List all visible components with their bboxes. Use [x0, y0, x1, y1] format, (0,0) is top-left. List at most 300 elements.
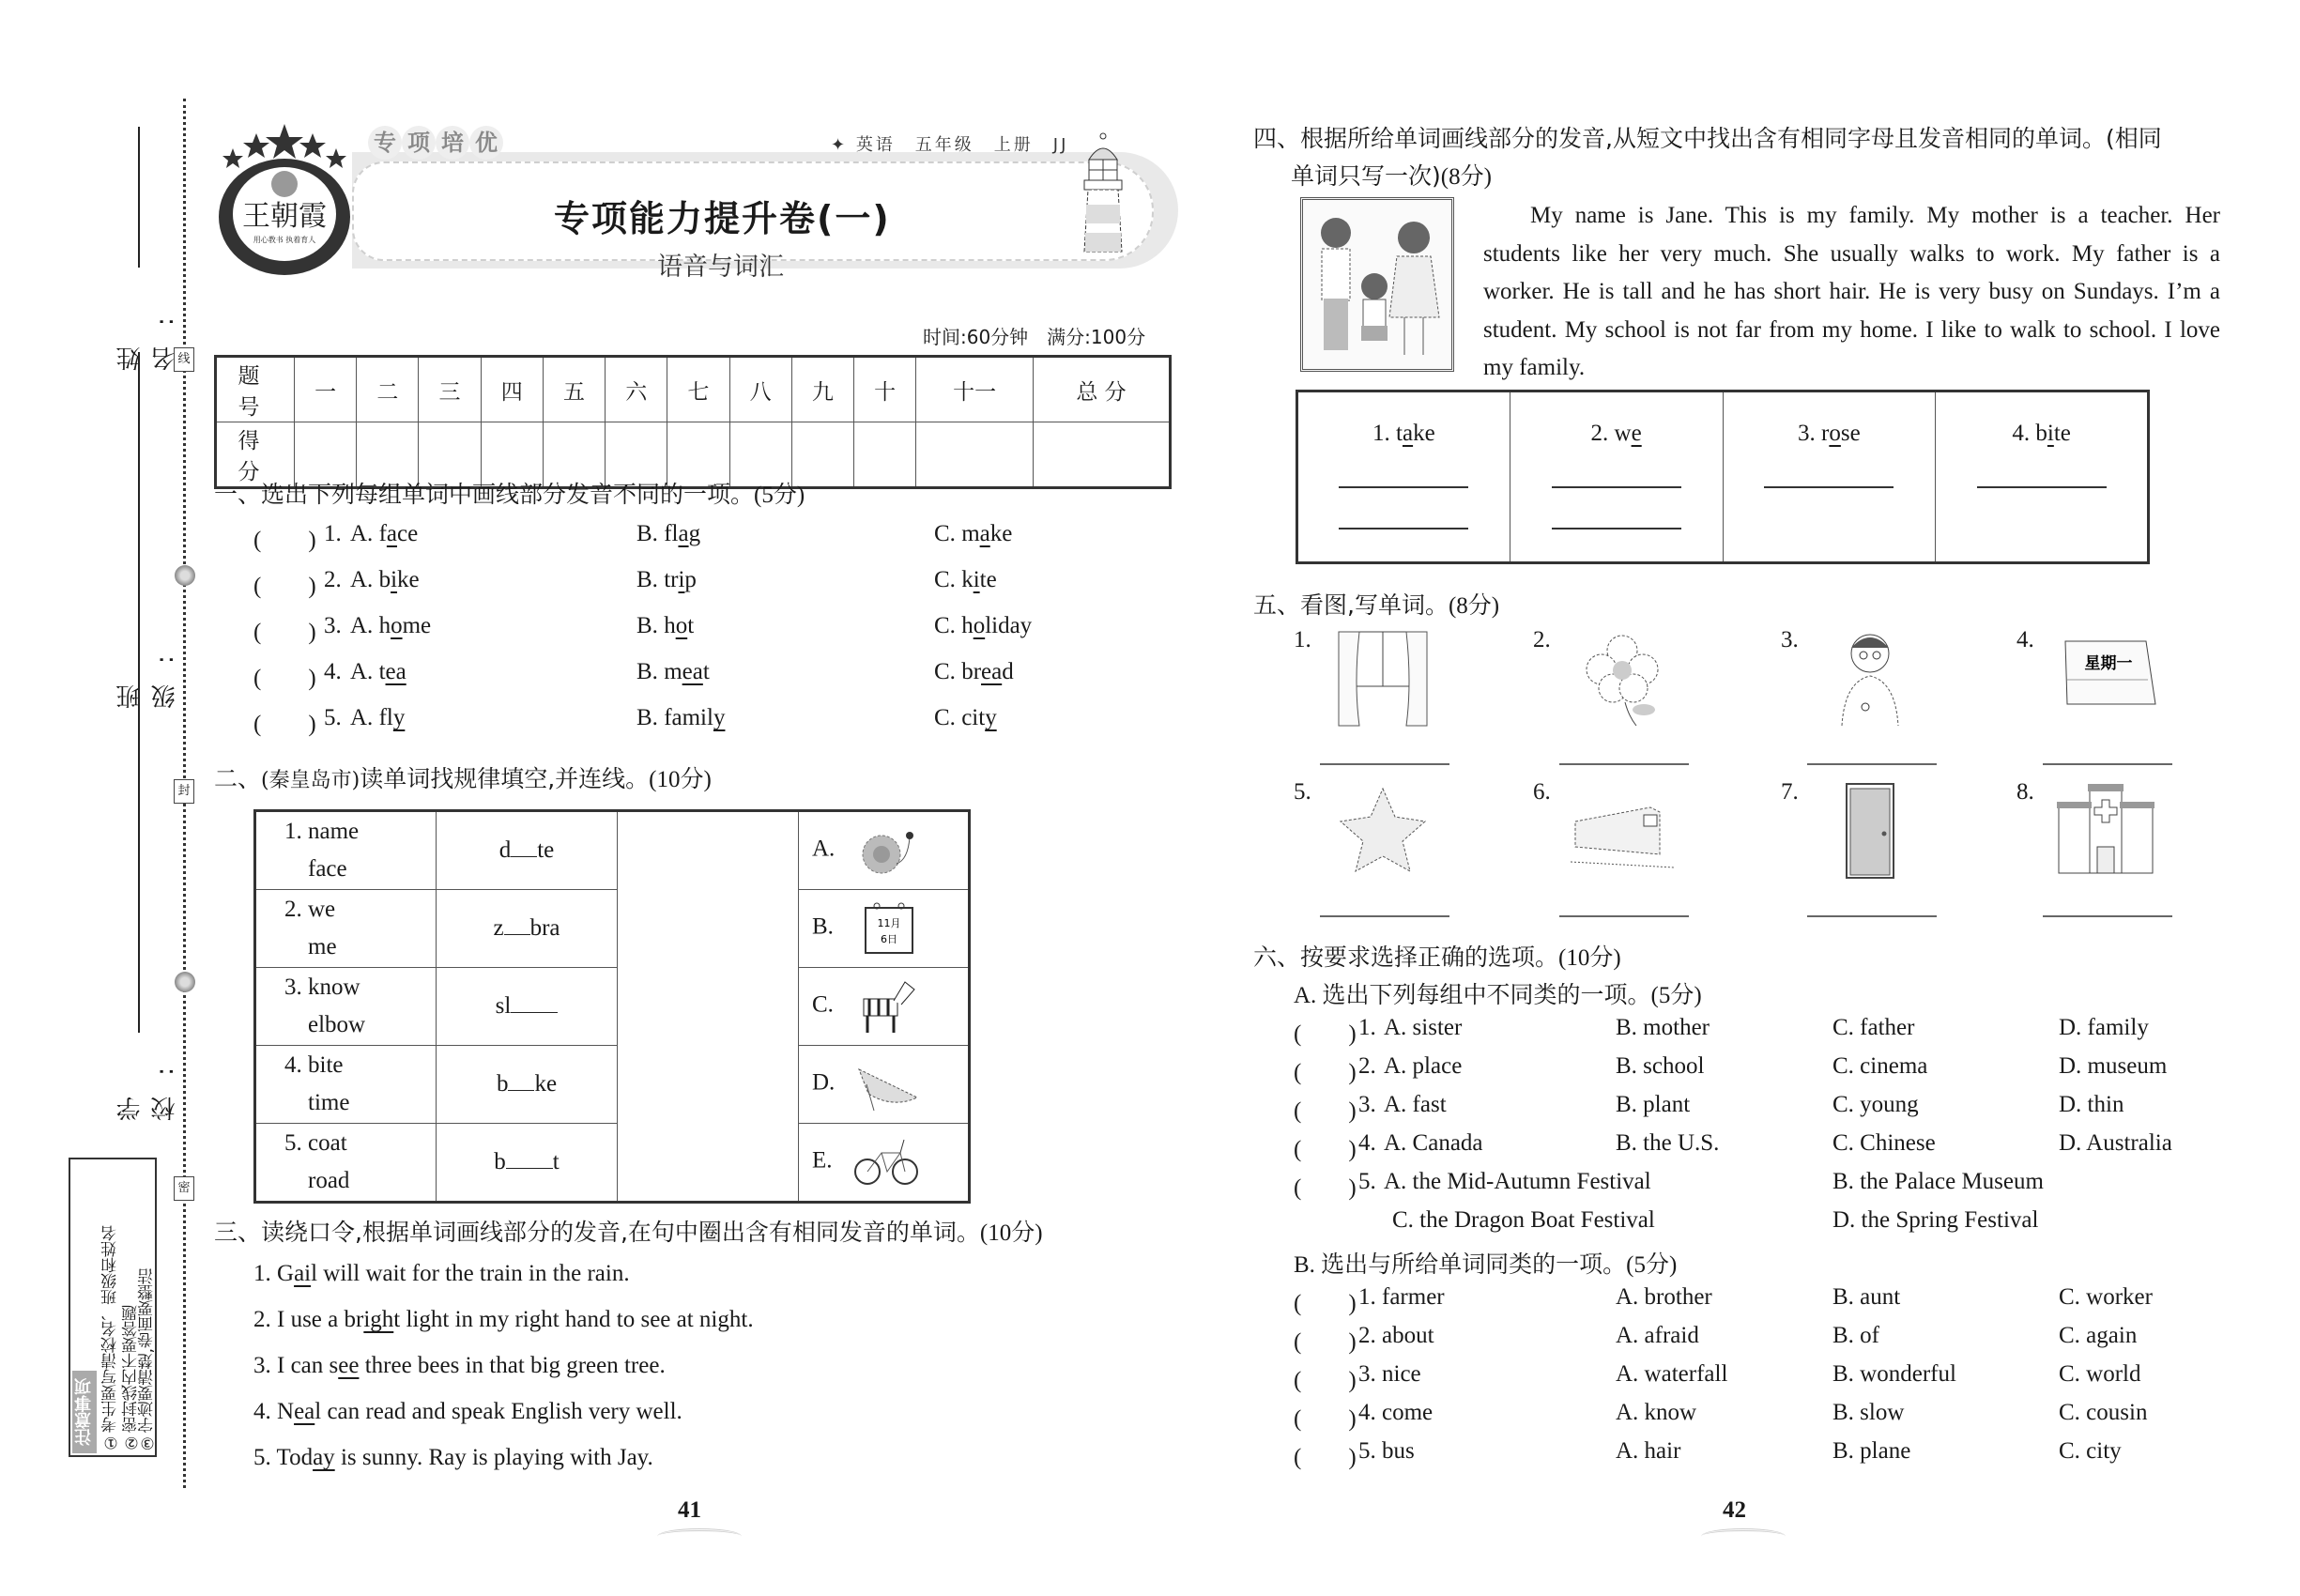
fill-blank[interactable]: [506, 1167, 553, 1169]
option-word-part: famil: [664, 705, 713, 730]
score-row-label: 得 分: [216, 422, 295, 488]
answer-paren[interactable]: ( ): [1294, 1021, 1357, 1047]
answer-paren[interactable]: ( ): [253, 712, 316, 737]
word-pair-cell: [255, 968, 437, 1046]
underlined-letters: ea: [385, 659, 406, 684]
hospital-icon: [2054, 779, 2157, 882]
item-number: 3.: [1781, 627, 1799, 652]
score-col-header: 五: [543, 357, 605, 422]
page-number-left: 41: [678, 1497, 701, 1523]
answer-line[interactable]: [1977, 473, 2107, 488]
underlined-letters: y: [713, 705, 726, 730]
underlined-letters: igh: [363, 1307, 394, 1332]
word: time: [308, 1090, 350, 1115]
word-pair-cell: [255, 811, 437, 890]
match-row: [255, 890, 970, 968]
item-number: 7.: [1781, 779, 1799, 805]
score-col-header: 九: [791, 357, 853, 422]
fill-blank[interactable]: [504, 933, 530, 935]
picture-cell: [799, 890, 970, 968]
class-label: 班级:: [116, 635, 179, 709]
picture-label: E.: [812, 1147, 833, 1174]
sentence-part: l will wait for the train in the rain.: [311, 1261, 630, 1286]
class-input-line[interactable]: [138, 352, 140, 606]
option: [934, 659, 1014, 685]
doctor-icon: [1818, 627, 1922, 730]
given-word: [1358, 1400, 1433, 1426]
picture-cell: [799, 1046, 970, 1124]
calendar-monday-icon: [2054, 627, 2157, 730]
score-col-header: 三: [419, 357, 481, 422]
pattern-prefix: b: [496, 1071, 509, 1097]
word: come: [1382, 1400, 1434, 1425]
option: B. the Palace Museum: [1832, 1169, 2044, 1194]
answer-line[interactable]: [1807, 915, 1937, 917]
answer-line[interactable]: [1807, 763, 1937, 765]
school-input-line[interactable]: [138, 582, 140, 1033]
option: B. the U.S.: [1616, 1130, 1720, 1156]
score-table-header-row: [216, 357, 1171, 422]
option-letter: B.: [636, 705, 665, 730]
answer-line[interactable]: [1552, 473, 1681, 488]
option-word-part: tr: [664, 567, 679, 592]
option: C. father: [1832, 1015, 1915, 1040]
score-col-header: 总 分: [1033, 357, 1170, 422]
score-col-header: 二: [357, 357, 419, 422]
pattern-cell[interactable]: [437, 811, 618, 890]
question-number: 4.: [1358, 1130, 1376, 1156]
section6-partB-title: B. 选出与所给单词同类的一项。(5分): [1294, 1252, 1678, 1278]
word: bus: [1382, 1438, 1415, 1464]
option-letter: C.: [934, 613, 962, 638]
option-word-part: br: [961, 659, 982, 684]
option: A. know: [1616, 1400, 1697, 1425]
section4-title-line1: 四、根据所给单词画线部分的发音,从短文中找出含有相同字母且发音相同的单词。(相同: [1253, 125, 2162, 152]
option: [934, 705, 997, 731]
option-word-part: b: [378, 567, 391, 592]
given-word: [1937, 421, 2146, 447]
option: D. the Spring Festival: [1832, 1207, 2039, 1233]
snail-icon: [855, 822, 921, 879]
option: B. aunt: [1832, 1284, 1901, 1310]
picture-cell: [799, 811, 970, 890]
underlined-letters: i: [973, 567, 980, 592]
option: [350, 613, 431, 639]
option: [636, 521, 700, 547]
given-word: [1358, 1284, 1445, 1311]
picture-label: A.: [812, 836, 836, 862]
section4-answer-table: [1296, 390, 2150, 564]
option-word-part: fl: [664, 521, 679, 546]
score-col-header: 一: [295, 357, 357, 422]
answer-cell: [1297, 391, 1510, 563]
option: C. again: [2059, 1323, 2138, 1348]
seal-emblem-icon: [175, 565, 195, 586]
option: A. brother: [1616, 1284, 1712, 1310]
section2-match-table: [253, 809, 971, 1204]
option-word-part: h: [378, 613, 391, 638]
given-word: [1358, 1438, 1415, 1465]
option: A. fast: [1384, 1092, 1447, 1117]
score-col-header: 六: [606, 357, 667, 422]
answer-line[interactable]: [1559, 763, 1689, 765]
fill-blank[interactable]: [508, 1089, 534, 1091]
picture-label: D.: [812, 1069, 836, 1096]
option: B. school: [1616, 1053, 1705, 1079]
option: [636, 567, 697, 593]
word-part: ke: [1413, 421, 1435, 446]
sentence-part: 3. I can s: [253, 1353, 339, 1378]
pattern-prefix: d: [498, 837, 512, 863]
option-word-part: t: [378, 659, 386, 684]
page-number-right: 42: [1723, 1497, 1746, 1523]
family-picture-icon: [1300, 197, 1454, 372]
given-word: [1511, 421, 1722, 447]
option-word-part: te: [979, 567, 997, 592]
option-word-part: d: [1002, 659, 1014, 684]
option-letter: B.: [636, 567, 665, 592]
word: face: [308, 856, 347, 882]
underlined-letters: a: [386, 521, 397, 546]
option: [636, 705, 725, 731]
underlined-letters: e: [1631, 421, 1642, 446]
underlined-letters: i: [2047, 421, 2054, 446]
option-word-part: ke: [989, 521, 1013, 546]
underlined-letters: o: [675, 613, 688, 638]
answer-paren[interactable]: ( ): [1294, 1368, 1357, 1393]
connection-area[interactable]: [618, 811, 799, 1203]
pattern-cell[interactable]: [437, 1124, 618, 1203]
underlined-letters: ea: [682, 659, 703, 684]
answer-paren[interactable]: ( ): [1294, 1406, 1357, 1432]
passage-text: My name is Jane. This is my family. My mother is a teacher. Her students like her very much. She usually walks to work. My father is a worker. He is tall and he has short hair. He is very busy on Sundays. I’m a student. My school is not far from my home. I like to walk to school. I love my family.: [1483, 203, 2220, 380]
option: A. place: [1384, 1053, 1463, 1079]
option: D. family: [2059, 1015, 2149, 1040]
svg-text:11月: 11月: [877, 917, 901, 929]
answer-line[interactable]: [2043, 763, 2172, 765]
option: D. museum: [2059, 1053, 2168, 1079]
notice-item: ①考生要写清校名、班级和姓名: [101, 1225, 120, 1451]
page-wave-icon: [657, 1528, 742, 1544]
option-word-part: m: [961, 521, 980, 546]
option-letter: C.: [934, 567, 962, 592]
answer-cell: [1936, 391, 2149, 563]
answer-paren[interactable]: ( ): [253, 574, 316, 599]
word: road: [308, 1168, 350, 1193]
reading-passage: [1483, 197, 2220, 388]
answer-row: [1297, 391, 2149, 563]
option: D. thin: [2059, 1092, 2124, 1117]
option-word-part: k: [961, 567, 974, 592]
name-label: 姓名:: [116, 297, 179, 371]
match-row: [255, 1124, 970, 1203]
word: 3. know: [284, 974, 360, 1000]
option: C. city: [2059, 1438, 2122, 1464]
option: C. cinema: [1832, 1053, 1928, 1079]
word: nice: [1382, 1361, 1421, 1387]
underlined-letters: ay: [313, 1445, 335, 1470]
answer-paren[interactable]: ( ): [253, 528, 316, 553]
answer-line[interactable]: [1552, 514, 1681, 529]
question-number: 1.: [324, 521, 342, 546]
pattern-suffix: t: [552, 1149, 560, 1174]
word-pair-cell: [255, 890, 437, 968]
option-letter: A.: [350, 521, 379, 546]
question-number: 3.: [1358, 1361, 1376, 1387]
word-part: 2. w: [1590, 421, 1632, 446]
picture-label: B.: [812, 913, 834, 940]
option-word-part: t: [702, 659, 710, 684]
option: A. afraid: [1616, 1323, 1699, 1348]
svg-text:星期一: 星期一: [2084, 654, 2133, 673]
section2-title: [214, 760, 712, 794]
notice-box: [69, 1158, 157, 1457]
word-part: 4. b: [2012, 421, 2047, 446]
option: A. hair: [1616, 1438, 1681, 1464]
score-row-label: 题 号: [216, 357, 295, 422]
pattern-suffix: ke: [534, 1071, 558, 1097]
score-cell[interactable]: [1033, 422, 1170, 488]
question-number: 5.: [1358, 1169, 1376, 1194]
pattern-cell[interactable]: [437, 968, 618, 1046]
score-col-header: 八: [729, 357, 791, 422]
svg-text:王朝霞: 王朝霞: [242, 200, 327, 233]
option: B. plant: [1616, 1092, 1691, 1117]
option-word-part: fl: [378, 705, 393, 730]
answer-paren[interactable]: ( ): [1294, 1329, 1357, 1355]
underlined-letters: i: [391, 567, 398, 592]
section2-number: 二、: [214, 765, 262, 792]
school-label: 学校:: [116, 1047, 179, 1121]
answer-paren[interactable]: ( ): [1294, 1445, 1357, 1470]
bike-icon: [853, 1134, 919, 1190]
option-word-part: g: [688, 521, 701, 546]
tongue-twister: [253, 1353, 666, 1379]
item-number: 8.: [2016, 779, 2034, 805]
option: B. wonderful: [1832, 1361, 1956, 1387]
answer-paren[interactable]: ( ): [253, 666, 316, 691]
answer-line[interactable]: [1559, 915, 1689, 917]
option-letter: B.: [636, 521, 665, 546]
option-word-part: ce: [397, 521, 419, 546]
option: B. slow: [1832, 1400, 1905, 1425]
tongue-twister: [253, 1261, 630, 1287]
section3-title: [214, 1214, 1043, 1248]
underlined-letters: ai: [294, 1261, 312, 1286]
item-number: 2.: [1533, 627, 1551, 652]
binding-tag-line: 线: [174, 347, 194, 372]
answer-cell: [1510, 391, 1723, 563]
score-col-header: 七: [667, 357, 729, 422]
notice-title: 注意事项: [72, 1371, 97, 1453]
sentence-part: 5. Tod: [253, 1445, 314, 1470]
option: [350, 659, 406, 685]
star-icon: [1331, 779, 1434, 882]
section3-points: (10分): [979, 1220, 1043, 1246]
option-word-part: ke: [397, 567, 420, 592]
door-icon: [1818, 779, 1922, 882]
option: [636, 659, 710, 685]
underlined-letters: o: [1829, 421, 1841, 446]
option: [350, 521, 418, 547]
section1-title: [214, 476, 805, 510]
option-word-part: f: [378, 521, 387, 546]
lighthouse-icon: [1080, 131, 1127, 253]
option-word-part: h: [961, 613, 974, 638]
word-pair-cell: [255, 1124, 437, 1203]
answer-paren[interactable]: ( ): [1294, 1060, 1357, 1085]
section6-points: (10分): [1558, 945, 1621, 971]
underlined-letters: ea: [294, 1399, 315, 1424]
underlined-letters: o: [973, 613, 986, 638]
given-word: [1358, 1361, 1421, 1388]
underlined-letters: a: [1402, 421, 1414, 446]
word: elbow: [308, 1012, 366, 1037]
picture-cell: [799, 968, 970, 1046]
fill-blank[interactable]: [511, 1011, 558, 1013]
option-word-part: liday: [985, 613, 1033, 638]
sentence-part: l can read and speak English very well.: [314, 1399, 682, 1424]
section5-title: [1253, 587, 1499, 621]
calendar-icon: [854, 900, 920, 957]
answer-paren[interactable]: ( ): [1294, 1175, 1357, 1201]
pattern-suffix: bra: [529, 915, 560, 941]
underlined-letters: ee: [338, 1353, 360, 1378]
answer-paren[interactable]: ( ): [253, 620, 316, 645]
series-tag-char: 培: [436, 126, 469, 160]
question-number: 4.: [1358, 1400, 1376, 1425]
tongue-twister: [253, 1307, 754, 1333]
word: 4. bite: [284, 1052, 344, 1078]
series-tag-char: 优: [469, 126, 503, 160]
option: C. Chinese: [1832, 1130, 1936, 1156]
underlined-letters: i: [678, 567, 685, 592]
score-col-header: 十: [853, 357, 915, 422]
option-letter: B.: [636, 613, 665, 638]
option: [934, 521, 1012, 547]
option-word-part: cit: [961, 705, 986, 730]
tongue-twister: [253, 1399, 682, 1425]
section6-title: [1253, 939, 1621, 973]
sentence-part: 1. G: [253, 1261, 295, 1286]
pattern-suffix: te: [537, 837, 555, 863]
binding-tag-seal: 封: [174, 779, 194, 804]
answer-line[interactable]: [1764, 473, 1894, 488]
pattern-prefix: z: [493, 915, 504, 941]
notice-item: ③字迹要清楚,卷面要整洁: [138, 1267, 157, 1451]
underlined-letters: a: [979, 521, 990, 546]
option: C. young: [1832, 1092, 1919, 1117]
score-col-header: 十一: [916, 357, 1034, 422]
page-subtitle: 语音与词汇: [657, 253, 784, 282]
option: C. the Dragon Boat Festival: [1392, 1207, 1655, 1233]
option: [636, 613, 694, 639]
answer-cell: [1723, 391, 1936, 563]
fill-blank[interactable]: [511, 855, 537, 857]
page-title: 专项能力提升卷(一): [554, 198, 891, 239]
word: about: [1382, 1323, 1434, 1348]
answer-line[interactable]: [1320, 763, 1449, 765]
sentence-part: t light in my right hand to see at night.: [393, 1307, 754, 1332]
option-word-part: me: [402, 613, 432, 638]
option-word-part: t: [687, 613, 695, 638]
word: 1. name: [284, 819, 360, 844]
score-cell[interactable]: [916, 422, 1034, 488]
option: [350, 705, 405, 731]
underlined-letters: y: [985, 705, 997, 730]
score-cell[interactable]: [853, 422, 915, 488]
pattern-prefix: b: [494, 1149, 506, 1174]
match-row: [255, 811, 970, 890]
section5-title-text: 五、看图,写单词。: [1253, 591, 1449, 619]
option-letter: C.: [934, 521, 962, 546]
option: D. Australia: [2059, 1130, 2172, 1156]
name-input-line[interactable]: [138, 127, 140, 268]
picture-label: C.: [812, 991, 834, 1018]
section1-title-text: 一、选出下列每组单词中画线部分发音不同的一项。: [214, 481, 755, 508]
seal-emblem-icon: [175, 972, 195, 992]
word: farmer: [1382, 1284, 1445, 1310]
answer-line[interactable]: [1339, 514, 1468, 529]
option: C. cousin: [2059, 1400, 2148, 1425]
section5-points: (8分): [1448, 593, 1500, 619]
sparkle-icon: ✦: [831, 135, 856, 155]
name-field[interactable]: [113, 127, 179, 371]
option-letter: C.: [934, 659, 962, 684]
section3-title-text: 三、读绕口令,根据单词画线部分的发音,在句中圈出含有相同发音的单词。: [214, 1219, 980, 1246]
answer-paren[interactable]: ( ): [1294, 1137, 1357, 1162]
series-tag-char: 专: [368, 126, 402, 160]
answer-line[interactable]: [1320, 915, 1449, 917]
answer-paren[interactable]: ( ): [1294, 1098, 1357, 1124]
binding-tag-secret: 密: [174, 1176, 194, 1201]
question-number: 3.: [324, 613, 342, 638]
item-number: 4.: [2016, 627, 2034, 652]
curtain-icon: [1331, 627, 1434, 730]
option-letter: B.: [636, 659, 665, 684]
sentence-part: 2. I use a br: [253, 1307, 364, 1332]
answer-line[interactable]: [1339, 473, 1468, 488]
question-number: 1.: [1358, 1015, 1376, 1040]
word-part: 3. r: [1798, 421, 1830, 446]
section2-title-text: 读单词找规律填空,并连线。: [360, 765, 650, 792]
zebra-icon: [854, 978, 920, 1035]
option-letter: A.: [350, 659, 379, 684]
section4-title-text: 单词只写一次): [1291, 162, 1441, 190]
given-word: [1725, 421, 1935, 447]
option-word-part: m: [664, 659, 682, 684]
school-field[interactable]: [113, 582, 179, 1121]
option: [934, 567, 997, 593]
section6-title-text: 六、按要求选择正确的选项。: [1253, 944, 1559, 971]
answer-paren[interactable]: ( ): [1294, 1291, 1357, 1316]
sentence-part: 4. N: [253, 1399, 295, 1424]
pattern-cell[interactable]: [437, 890, 618, 968]
question-number: 2.: [324, 567, 342, 592]
option: B. plane: [1832, 1438, 1911, 1464]
notice-item: ②密封线内不要答题: [122, 1305, 141, 1451]
question-number: 2.: [1358, 1323, 1376, 1348]
option: A. sister: [1384, 1015, 1463, 1040]
given-word: [1358, 1323, 1434, 1349]
given-word: [1299, 421, 1509, 447]
svg-text:6日: 6日: [880, 933, 897, 945]
answer-line[interactable]: [2043, 915, 2172, 917]
question-number: 1.: [1358, 1284, 1376, 1310]
pattern-cell[interactable]: [437, 1046, 618, 1124]
section1-points: (5分): [754, 483, 805, 508]
item-number: 6.: [1533, 779, 1551, 805]
